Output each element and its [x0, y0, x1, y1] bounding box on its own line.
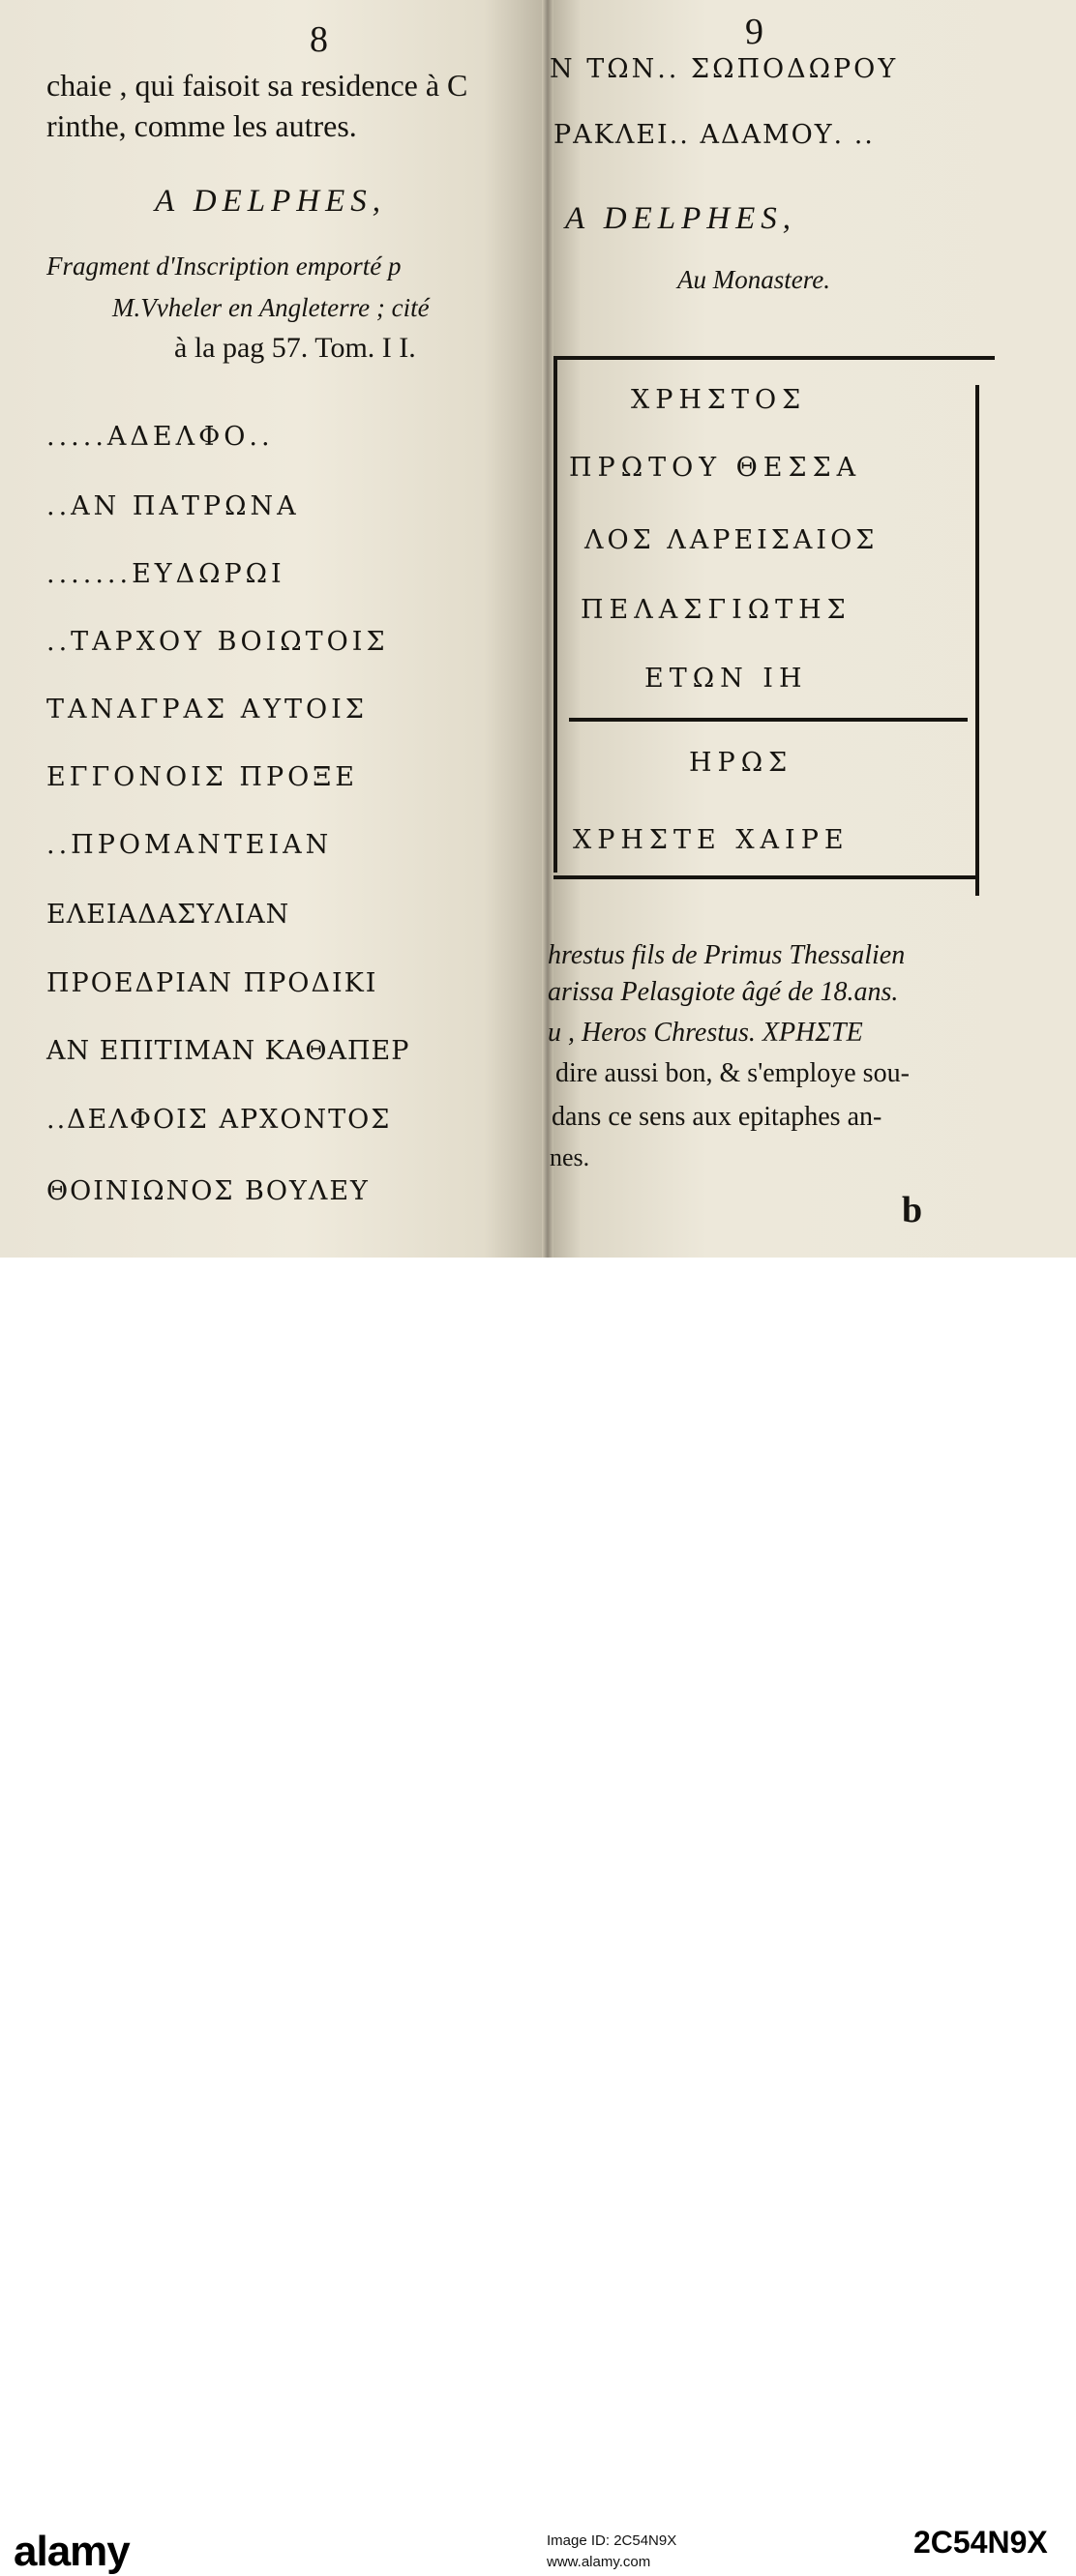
right-heading: A DELPHES,: [565, 201, 797, 236]
book-gutter: [542, 0, 553, 1258]
stock-footer: [0, 1258, 1076, 2575]
note-line: arissa Pelasgiote âgé de 18.ans.: [548, 977, 899, 1007]
note-line: dire aussi bon, & s'employe sou-: [555, 1058, 910, 1088]
inscription-line: ΧΡΗΣΤΕ ΧΑΙΡΕ: [573, 825, 850, 855]
inscription-top-rule: [553, 356, 995, 360]
image-id-label: Image ID: 2C54N9X: [547, 2532, 677, 2549]
left-caption-line-2: M.Vvheler en Angleterre ; cité: [112, 293, 430, 322]
left-greek-line: .......ΕΥΔΩΡΩΙ: [46, 559, 285, 589]
inscription-right-rule: [975, 385, 979, 896]
note-line: u , Heros Chrestus. ΧΡΗΣΤΕ: [548, 1018, 863, 1048]
left-greek-line: ΤΑΝΑΓΡΑΣ ΑΥΤΟΙΣ: [46, 695, 368, 725]
left-caption-line-1: Fragment d'Inscription emporté p: [46, 252, 402, 281]
left-greek-line: ΕΛΕΙΑΔΑΣΥΛΙΑΝ: [46, 900, 290, 930]
signature-mark: b: [902, 1190, 923, 1230]
note-line: nes.: [550, 1143, 590, 1171]
left-text-line-1: chaie , qui faisoit sa residence à C: [46, 68, 468, 103]
left-caption-line-3: à la pag 57. Tom. I I.: [174, 332, 416, 364]
inscription-line: ΠΕΛΑΣΓΙΩΤΗΣ: [581, 595, 852, 625]
page-number-left: 8: [310, 19, 328, 60]
left-greek-line: ..ΠΡΟΜΑΝΤΕΙΑΝ: [46, 830, 333, 860]
website-label: www.alamy.com: [547, 2554, 651, 2570]
left-greek-line: ΕΓΓΟΝΟΙΣ ΠΡΟΞΕ: [46, 762, 358, 792]
inscription-left-rule: [553, 358, 557, 873]
inscription-bottom-rule: [553, 875, 979, 879]
note-line: dans ce sens aux epitaphes an-: [552, 1102, 882, 1132]
alamy-logo: alamy: [14, 2528, 130, 2575]
left-greek-line: ..ΔΕΛΦΟΙΣ ΑΡΧΟΝΤΟΣ: [46, 1105, 392, 1135]
left-greek-line: ΠΡΟΕΔΡΙΑΝ ΠΡΟΔΙΚΙ: [46, 968, 378, 998]
image-id: 2C54N9X: [913, 2525, 1048, 2560]
book-photo: [0, 0, 1076, 1258]
inscription-line: ΕΤΩΝ ΙΗ: [644, 664, 808, 694]
inscription-middle-rule: [569, 718, 968, 722]
left-text-line-2: rinthe, comme les autres.: [46, 108, 357, 143]
inscription-line: ΗΡΩΣ: [689, 748, 793, 778]
inscription-line: ΠΡΩΤΟΥ ΘΕΣΣΑ: [569, 453, 862, 483]
left-greek-line: ..ΑΝ ΠΑΤΡΩΝΑ: [46, 491, 300, 521]
inscription-line: ΛΟΣ ΛΑΡΕΙΣΑΙΟΣ: [584, 525, 879, 555]
left-greek-line: ..ΤΑΡΧΟΥ ΒΟΙΩΤΟΙΣ: [46, 627, 389, 657]
left-greek-line: ΑΝ ΕΠΙΤΙΜΑΝ ΚΑΘΑΠΕΡ: [46, 1036, 410, 1066]
left-greek-line: .....ΑΔΕΛΦΟ..: [46, 422, 274, 452]
right-greek-line-2: ΡΑΚΛΕΙ.. ΑΔΑΜΟΥ. ..: [553, 120, 875, 150]
page-number-right: 9: [745, 12, 763, 52]
left-heading: A DELPHES,: [155, 184, 387, 219]
right-caption: Au Monastere.: [677, 265, 830, 294]
right-greek-line-1: Ν ΤΩΝ.. ΣΩΠΟΔΩΡΟΥ: [550, 54, 899, 84]
inscription-line: ΧΡΗΣΤΟΣ: [631, 385, 807, 415]
left-greek-line: ΘΟΙΝΙΩΝΟΣ ΒΟΥΛΕΥ: [46, 1176, 370, 1206]
note-line: hrestus fils de Primus Thessalien: [548, 940, 906, 970]
